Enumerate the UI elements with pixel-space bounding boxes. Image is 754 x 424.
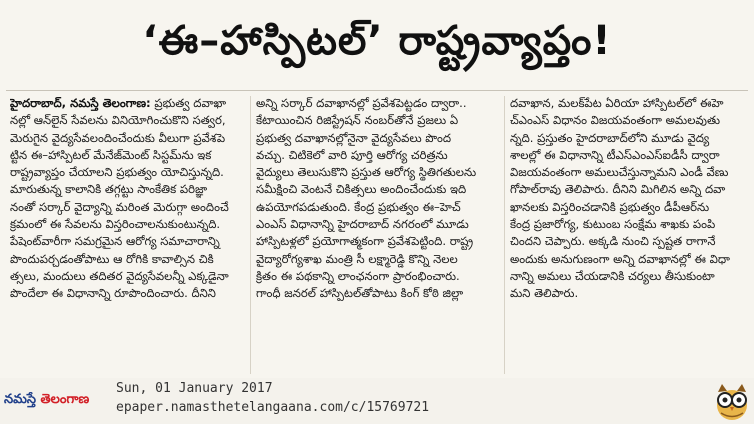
column-divider [250,96,251,374]
article-line: వచ్చు. చిటికెలో వారి పూర్తి ఆరోగ్య చరిత్రను [256,147,448,162]
article-line: క్రమంలో ఈ సేవలను విస్తరించాలనుకుంటున్నది. [10,217,221,232]
article-line: అందుకు అనుగుణంగా అన్ని దవాఖానల్లో ఈ విధా [510,251,730,266]
article-line: ట్టిన ఈ–హాస్పిటల్ మేనేజ్‌మెంట్ సిస్టమ్‌ను ఇక [10,147,212,162]
column-divider [504,96,505,374]
article-line: ఖానలకు విస్తరించడానికి ప్రభుత్వం డీపీఆర్‌ను [510,199,710,214]
owl-icon[interactable] [712,380,752,422]
article-line: మెరుగైన వైద్యసేవలందించేందుకు వీలుగా ప్రవేశపె [10,130,226,145]
article-line: చ్‌ఎంఎస్ విధానం విజయవంతంగా అమలవుతు [510,113,721,128]
article-line: గోపాల్‌రావు తెలిపారు. దీనిని మిగిలిన అన్ని దవా [510,182,726,197]
article-line: పేషెంట్‌వారీగా సమగ్రమైన ఆరోగ్య సమాచారాన్ని [10,234,220,249]
article-line: ఉపయోగపడుతుంది. కేంద్ర ప్రభుత్వం ఈ–హెచ్ [256,199,461,214]
article-line: వైద్యులు తెలుసుకొని ప్రస్తుత ఆరోగ్య స్థితిగతులను [256,165,477,180]
owl-ear-left [718,384,727,392]
headline-divider [6,90,748,91]
owl-pupil-right [737,398,742,403]
epaper-footer [0,378,754,424]
article-line: పొందేలా ఈ విధానాన్ని రూపొందించారు. దీనిని [10,286,216,301]
article-line: కేంద్ర ప్రజారోగ్య, కుటుంబ సంక్షేమ శాఖకు పంపి [510,217,716,232]
article-line: రాష్ట్రవ్యాప్తం చేయాలని ప్రభుత్వం యోచిస్తున్నది. [10,165,224,180]
article-line: దవాఖాన, మలక్‌పేట ఏరియా హాస్పిటల్‌లో ఈహె [510,96,724,110]
article-line: మారుతున్న కాలానికి తగ్గట్టు సాంకేతిక పరిజ్ఞా [10,182,208,197]
article-line: హైదరాబాద్, నమస్తే తెలంగాణ: ప్రభుత్వ దవాఖా [10,96,227,110]
article-line: ప్రభుత్వ దవాఖానల్లోనైనా వైద్యసేవలు పొంద [256,130,452,145]
article-line: మని తెలిపారు. [510,286,579,301]
publication-date: Sun, 01 January 2017 [116,381,273,396]
logo-text-accent: తెలంగాణ [40,392,90,407]
article-line: నల్లో ఆన్‌లైన్ సేవలను వినియోగించుకొని సత్వర, [10,113,226,128]
article-line: నాన్ని అమలు చేయడానికి చర్యలు తీసుకుంటా [510,268,715,283]
article-line: గాంధీ జనరల్ హాస్పిటల్‌తోపాటు కింగ్ కోఠి జిల్లా [256,286,464,301]
article-line: క్రితం ఈ పథకాన్ని లాంఛనంగా ప్రారంభించారు. [256,268,460,283]
epaper-url[interactable]: epaper.namasthetelangaana.com/c/15769721 [116,400,430,415]
newspaper-logo[interactable] [4,392,108,416]
article-line: త్సలు, మందులు తదితర వైద్యసేవలన్నీ ఎక్కడైనా [10,268,229,283]
article-line: పొందుపర్చడంతోపాటు ఆ రోగికి కావాల్సిన చికి [10,251,214,266]
article-line: వైద్యారోగ్యశాఖ మంత్రి సీ లక్ష్మారెడ్డి కొన్ని నెలల [256,251,458,266]
owl-pupil-left [723,398,728,403]
owl-ear-right [737,384,746,392]
article-line: న్నది. ప్రస్తుతం హైదరాబాద్‌లోని మూడు వైద్య [510,130,710,145]
article-line: విజయవంతంగా అమలుచేస్తున్నామని ఎండీ వేణు [510,165,729,180]
article-line: ఎంఎస్ విధానాన్ని హైదరాబాద్ నగరంలో మూడు [256,217,469,232]
article-line: నంతో సర్కార్ వైద్యాన్ని మరింత మెరుగ్గా అందించే [10,199,229,214]
dateline: హైదరాబాద్, నమస్తే తెలంగాణ: [10,96,151,110]
article-line: చిందని చెప్పారు. అక్కడి నుంచి స్పష్టత రాగానే [510,234,716,249]
headline: ‘ఈ–హాస్పిటల్’ రాష్ట్రవ్యాప్తం! [142,18,612,64]
article-line: కేటాయించిన రిజిస్ట్రేషన్ నంబర్‌తోనే ప్రజలు ఏ [256,113,459,128]
article-column-3 [510,95,746,377]
article-column-1 [10,95,246,377]
logo-text: నమస్తే [4,392,41,407]
article-line: సమీక్షించి వెంటనే చికిత్సలు అందించేందుకు ఇది [256,182,467,197]
article-line: అన్ని సర్కార్ దవాఖానల్లో ప్రవేశపెట్టడం ద్వారా.. [256,96,467,110]
article-line: శాలల్లో ఈ విధానాన్ని టీఎస్‌ఎంఎస్‌ఐడీసీ ద్వారా [510,147,720,162]
article-line: హాస్పిటళ్లలో ప్రయోగాత్మకంగా ప్రవేశపెట్టింది. రాష్ట్ర [256,234,474,249]
article-column-2 [256,95,502,377]
